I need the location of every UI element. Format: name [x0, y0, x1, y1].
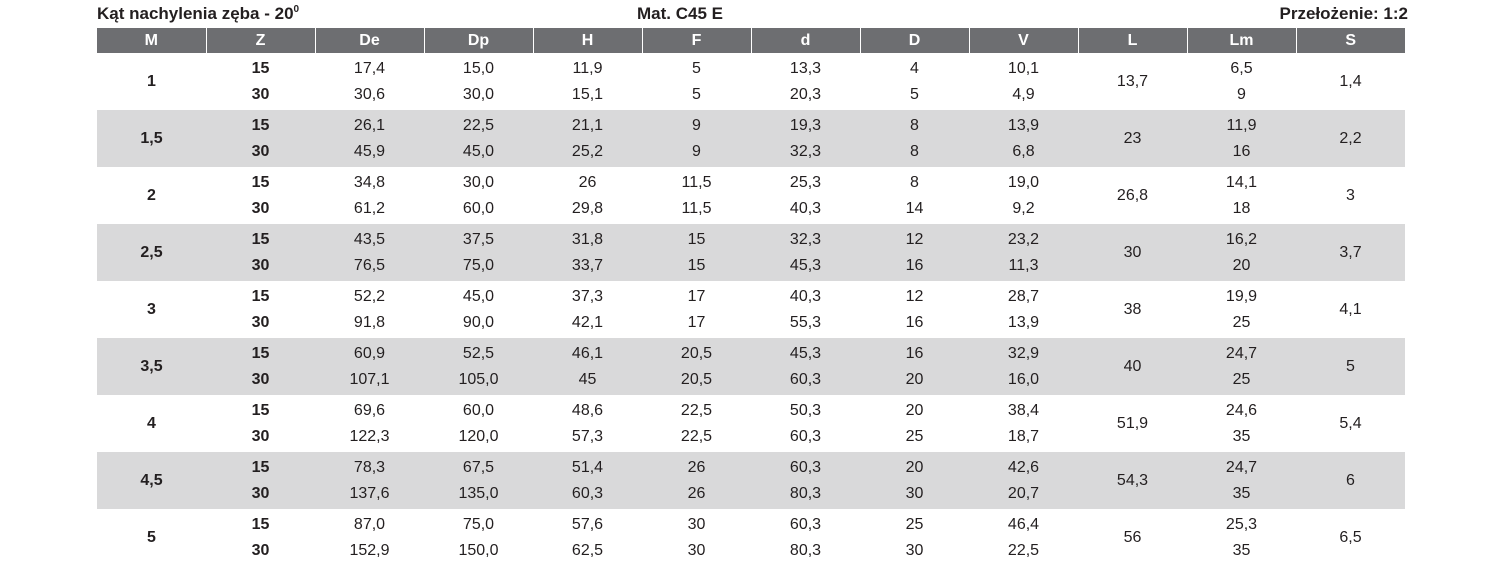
cell-h — [533, 53, 642, 110]
cell-value: 60,3 — [571, 484, 604, 502]
cell-value: 22,5 — [462, 116, 495, 134]
cell-value: 16 — [905, 256, 924, 274]
cell-d — [860, 224, 969, 281]
table-header-row — [97, 28, 1405, 53]
cell-h — [533, 281, 642, 338]
cell-m: 3,5 — [97, 338, 206, 395]
cell-value: 69,6 — [353, 401, 386, 419]
cell-de — [315, 167, 424, 224]
cell-value: 30 — [251, 199, 270, 217]
cell-value: 16 — [1232, 142, 1251, 160]
cell-value: 12 — [905, 287, 924, 305]
cell-h — [533, 110, 642, 167]
cell-h — [533, 452, 642, 509]
cell-d — [860, 452, 969, 509]
cell-z — [206, 452, 315, 509]
cell-value: 24,7 — [1225, 344, 1258, 362]
cell-v — [969, 395, 1078, 452]
cell-d — [860, 53, 969, 110]
cell-z — [206, 110, 315, 167]
cell-l: 51,9 — [1116, 414, 1149, 432]
cell-de — [315, 509, 424, 566]
cell-dp — [424, 281, 533, 338]
cell-f — [642, 110, 751, 167]
cell-value: 15 — [687, 230, 706, 248]
column-header-de: De — [315, 28, 424, 53]
table-row — [97, 224, 1405, 281]
cell-d — [751, 338, 860, 395]
column-header-lm: Lm — [1187, 28, 1296, 53]
cell-value: 26 — [687, 458, 706, 476]
cell-d — [860, 110, 969, 167]
cell-value: 19,0 — [1007, 173, 1040, 191]
cell-value: 57,3 — [571, 427, 604, 445]
column-header-l: L — [1078, 28, 1187, 53]
cell-value: 75,0 — [462, 256, 495, 274]
cell-value: 152,9 — [349, 541, 390, 559]
cell-value: 45,3 — [789, 344, 822, 362]
cell-value: 15 — [251, 287, 270, 305]
cell-dp — [424, 395, 533, 452]
cell-value: 6,8 — [1012, 142, 1035, 160]
cell-m: 4,5 — [97, 452, 206, 509]
cell-v — [969, 53, 1078, 110]
cell-s: 4,1 — [1339, 300, 1362, 318]
cell-de — [315, 395, 424, 452]
cell-value: 150,0 — [458, 541, 499, 559]
cell-value: 60,9 — [353, 344, 386, 362]
cell-value: 13,9 — [1007, 313, 1040, 331]
material-label: Mat. C45 E — [637, 4, 723, 23]
cell-value: 80,3 — [789, 541, 822, 559]
cell-lm — [1187, 224, 1296, 281]
cell-value: 30 — [251, 85, 270, 103]
cell-value: 32,9 — [1007, 344, 1040, 362]
cell-value: 4 — [910, 59, 919, 77]
table-row — [97, 395, 1405, 452]
cell-d — [751, 395, 860, 452]
cell-value: 25,3 — [789, 173, 822, 191]
cell-value: 30 — [905, 541, 924, 559]
cell-d — [751, 53, 860, 110]
cell-l: 30 — [1078, 224, 1187, 281]
cell-value: 9 — [1237, 85, 1246, 103]
cell-d — [860, 167, 969, 224]
cell-value: 91,8 — [353, 313, 386, 331]
cell-value: 15 — [251, 116, 270, 134]
cell-value: 60,0 — [462, 401, 495, 419]
cell-v — [969, 452, 1078, 509]
cell-de — [315, 53, 424, 110]
cell-value: 18,7 — [1007, 427, 1040, 445]
cell-f — [642, 167, 751, 224]
cell-value: 35 — [1232, 541, 1251, 559]
cell-value: 9,2 — [1012, 199, 1035, 217]
cell-value: 52,5 — [462, 344, 495, 362]
cell-d — [751, 452, 860, 509]
cell-d — [751, 167, 860, 224]
cell-d — [860, 509, 969, 566]
cell-value: 16 — [905, 313, 924, 331]
cell-de — [315, 452, 424, 509]
cell-value: 8 — [910, 173, 919, 191]
cell-value: 45,3 — [789, 256, 822, 274]
column-header-z: Z — [206, 28, 315, 53]
cell-value: 30,0 — [462, 85, 495, 103]
cell-value: 90,0 — [462, 313, 495, 331]
cell-de — [315, 224, 424, 281]
table-row — [97, 281, 1405, 338]
cell-value: 25,3 — [1225, 515, 1258, 533]
cell-value: 11,5 — [681, 173, 712, 191]
cell-value: 8 — [910, 116, 919, 134]
cell-value: 24,6 — [1225, 401, 1258, 419]
table-row — [97, 110, 1405, 167]
cell-value: 52,2 — [353, 287, 386, 305]
cell-v — [969, 338, 1078, 395]
cell-value: 30 — [687, 515, 706, 533]
cell-value: 30 — [905, 484, 924, 502]
cell-s: 5 — [1296, 338, 1405, 395]
cell-value: 15 — [251, 458, 270, 476]
cell-value: 30 — [251, 313, 270, 331]
table-row — [97, 167, 1405, 224]
cell-z — [206, 167, 315, 224]
cell-z — [206, 53, 315, 110]
cell-value: 20 — [905, 458, 924, 476]
table-row — [97, 452, 1405, 509]
cell-value: 15 — [251, 515, 270, 533]
cell-value: 17 — [687, 287, 706, 305]
cell-s: 1,4 — [1339, 72, 1362, 90]
cell-value: 45,0 — [462, 142, 495, 160]
cell-value: 20 — [1232, 256, 1251, 274]
cell-v — [969, 110, 1078, 167]
cell-f — [642, 338, 751, 395]
cell-value: 30 — [251, 256, 270, 274]
cell-dp — [424, 338, 533, 395]
cell-f — [642, 452, 751, 509]
cell-value: 5 — [910, 85, 919, 103]
cell-value: 75,0 — [462, 515, 495, 533]
cell-value: 11,5 — [681, 199, 712, 217]
cell-h — [533, 395, 642, 452]
cell-lm — [1187, 281, 1296, 338]
cell-value: 20 — [905, 401, 924, 419]
cell-lm — [1187, 395, 1296, 452]
cell-value: 45,0 — [462, 287, 495, 305]
column-header-f: F — [642, 28, 751, 53]
cell-value: 16,0 — [1007, 370, 1040, 388]
cell-value: 6,5 — [1230, 59, 1253, 77]
cell-value: 33,7 — [571, 256, 604, 274]
cell-value: 30 — [251, 427, 270, 445]
cell-value: 30,0 — [462, 173, 495, 191]
cell-value: 16 — [905, 344, 924, 362]
cell-value: 30,6 — [353, 85, 386, 103]
column-header-s: S — [1296, 28, 1405, 53]
cell-value: 30 — [251, 142, 270, 160]
cell-value: 17 — [687, 313, 706, 331]
cell-value: 8 — [910, 142, 919, 160]
cell-m: 1 — [147, 72, 156, 90]
cell-value: 45 — [578, 370, 597, 388]
cell-d — [751, 509, 860, 566]
cell-value: 35 — [1232, 484, 1251, 502]
cell-value: 30 — [251, 370, 270, 388]
cell-value: 14,1 — [1225, 173, 1258, 191]
cell-l: 54,3 — [1078, 452, 1187, 509]
cell-z — [206, 509, 315, 566]
cell-value: 60,3 — [789, 515, 822, 533]
cell-value: 78,3 — [353, 458, 386, 476]
cell-value: 25 — [1232, 370, 1251, 388]
cell-dp — [424, 167, 533, 224]
cell-lm — [1187, 509, 1296, 566]
cell-l: 13,7 — [1116, 72, 1149, 90]
angle-superscript: 0 — [293, 4, 300, 15]
cell-value: 13,3 — [789, 59, 822, 77]
cell-d — [751, 224, 860, 281]
cell-l: 26,8 — [1116, 186, 1149, 204]
cell-value: 15,1 — [571, 85, 604, 103]
cell-value: 15 — [687, 256, 706, 274]
cell-value: 50,3 — [789, 401, 822, 419]
cell-value: 46,4 — [1007, 515, 1040, 533]
cell-value: 22,5 — [680, 427, 713, 445]
cell-value: 15 — [251, 230, 270, 248]
cell-lm — [1187, 53, 1296, 110]
cell-v — [969, 167, 1078, 224]
cell-value: 19,3 — [789, 116, 822, 134]
cell-d — [860, 338, 969, 395]
cell-value: 55,3 — [789, 313, 822, 331]
cell-value: 137,6 — [349, 484, 390, 502]
cell-value: 26 — [687, 484, 706, 502]
cell-m: 2 — [147, 186, 156, 204]
cell-value: 45,9 — [353, 142, 386, 160]
cell-d — [751, 110, 860, 167]
column-header-h: H — [533, 28, 642, 53]
cell-value: 35 — [1232, 427, 1251, 445]
cell-value: 22,5 — [680, 401, 713, 419]
cell-d — [751, 281, 860, 338]
cell-value: 60,3 — [789, 370, 822, 388]
cell-z — [206, 338, 315, 395]
column-header-d: d — [751, 28, 860, 53]
cell-value: 30 — [687, 541, 706, 559]
cell-de — [315, 338, 424, 395]
cell-value: 43,5 — [353, 230, 386, 248]
cell-h — [533, 509, 642, 566]
cell-s: 5,4 — [1339, 414, 1362, 432]
cell-value: 11,3 — [1008, 256, 1039, 274]
cell-value: 26,1 — [353, 116, 386, 134]
cell-value: 15 — [251, 59, 270, 77]
cell-value: 80,3 — [789, 484, 822, 502]
cell-m: 5 — [147, 528, 156, 546]
cell-value: 19,9 — [1225, 287, 1258, 305]
cell-value: 4,9 — [1012, 85, 1035, 103]
column-header-dp: Dp — [424, 28, 533, 53]
cell-value: 87,0 — [353, 515, 386, 533]
cell-f — [642, 395, 751, 452]
cell-l: 40 — [1078, 338, 1187, 395]
cell-value: 17,4 — [353, 59, 386, 77]
cell-value: 62,5 — [571, 541, 604, 559]
cell-value: 76,5 — [353, 256, 386, 274]
cell-dp — [424, 224, 533, 281]
cell-m: 2,5 — [97, 224, 206, 281]
cell-value: 25 — [905, 515, 924, 533]
cell-f — [642, 509, 751, 566]
cell-f — [642, 53, 751, 110]
table-row — [97, 53, 1405, 110]
cell-lm — [1187, 167, 1296, 224]
cell-value: 57,6 — [571, 515, 604, 533]
cell-value: 9 — [692, 142, 701, 160]
cell-value: 37,5 — [462, 230, 495, 248]
cell-lm — [1187, 338, 1296, 395]
cell-value: 30 — [251, 484, 270, 502]
cell-l: 56 — [1123, 528, 1142, 546]
cell-value: 40,3 — [789, 199, 822, 217]
cell-value: 122,3 — [349, 427, 390, 445]
cell-value: 25 — [905, 427, 924, 445]
cell-value: 105,0 — [458, 370, 499, 388]
cell-value: 67,5 — [462, 458, 495, 476]
cell-value: 40,3 — [789, 287, 822, 305]
cell-value: 20,5 — [680, 370, 713, 388]
cell-value: 12 — [905, 230, 924, 248]
cell-m: 1,5 — [97, 110, 206, 167]
column-header-v: V — [969, 28, 1078, 53]
cell-f — [642, 281, 751, 338]
cell-dp — [424, 452, 533, 509]
cell-value: 10,1 — [1007, 59, 1040, 77]
cell-value: 120,0 — [458, 427, 499, 445]
cell-value: 15 — [251, 401, 270, 419]
cell-value: 135,0 — [458, 484, 499, 502]
cell-value: 34,8 — [353, 173, 386, 191]
cell-value: 15 — [251, 344, 270, 362]
cell-value: 24,7 — [1225, 458, 1258, 476]
cell-m: 4 — [147, 414, 156, 432]
cell-value: 51,4 — [571, 458, 604, 476]
cell-v — [969, 509, 1078, 566]
cell-value: 5 — [692, 59, 701, 77]
cell-z — [206, 395, 315, 452]
cell-z — [206, 281, 315, 338]
cell-d — [860, 395, 969, 452]
cell-m: 3 — [147, 300, 156, 318]
cell-value: 31,8 — [571, 230, 604, 248]
cell-value: 23,2 — [1007, 230, 1040, 248]
cell-value: 107,1 — [349, 370, 390, 388]
cell-dp — [424, 509, 533, 566]
cell-value: 32,3 — [789, 142, 822, 160]
cell-d — [860, 281, 969, 338]
table-row — [97, 338, 1405, 395]
cell-value: 25 — [1232, 313, 1251, 331]
cell-value: 14 — [905, 199, 924, 217]
cell-value: 11,9 — [572, 59, 603, 77]
cell-lm — [1187, 110, 1296, 167]
cell-value: 20,5 — [680, 344, 713, 362]
cell-s: 6 — [1296, 452, 1405, 509]
gear-spec-table — [97, 28, 1405, 566]
column-header-d: D — [860, 28, 969, 53]
cell-value: 15 — [251, 173, 270, 191]
cell-value: 13,9 — [1007, 116, 1040, 134]
column-header-m: M — [97, 28, 206, 53]
cell-value: 16,2 — [1225, 230, 1258, 248]
cell-value: 60,0 — [462, 199, 495, 217]
cell-value: 5 — [692, 85, 701, 103]
angle-label: Kąt nachylenia zęba - $20^0$ — [97, 4, 300, 23]
cell-value: 42,6 — [1007, 458, 1040, 476]
cell-z — [206, 224, 315, 281]
cell-value: 60,3 — [789, 427, 822, 445]
cell-value: 28,7 — [1007, 287, 1040, 305]
cell-v — [969, 224, 1078, 281]
cell-value: 22,5 — [1007, 541, 1040, 559]
cell-value: 9 — [692, 116, 701, 134]
cell-value: 48,6 — [571, 401, 604, 419]
cell-value: 61,2 — [353, 199, 386, 217]
table-body — [97, 53, 1405, 566]
cell-dp — [424, 53, 533, 110]
cell-h — [533, 224, 642, 281]
cell-value: 18 — [1232, 199, 1251, 217]
cell-value: 46,1 — [571, 344, 604, 362]
cell-value: 20 — [905, 370, 924, 388]
cell-value: 20,7 — [1007, 484, 1040, 502]
cell-value: 25,2 — [571, 142, 604, 160]
cell-v — [969, 281, 1078, 338]
cell-de — [315, 110, 424, 167]
cell-value: 32,3 — [789, 230, 822, 248]
ratio-label: Przełożenie: 1:2 — [1279, 4, 1408, 23]
cell-value: 21,1 — [571, 116, 604, 134]
table-row — [97, 509, 1405, 566]
cell-value: 20,3 — [789, 85, 822, 103]
cell-s: 3,7 — [1296, 224, 1405, 281]
cell-value: 15,0 — [462, 59, 495, 77]
cell-s: 3 — [1346, 186, 1355, 204]
cell-f — [642, 224, 751, 281]
cell-h — [533, 167, 642, 224]
cell-s: 6,5 — [1339, 528, 1362, 546]
cell-value: 11,9 — [1226, 116, 1257, 134]
cell-value: 42,1 — [571, 313, 604, 331]
cell-de — [315, 281, 424, 338]
cell-value: 37,3 — [571, 287, 604, 305]
cell-value: 38,4 — [1007, 401, 1040, 419]
cell-value: 26 — [578, 173, 597, 191]
top-bar — [0, 2, 1501, 26]
cell-s: 2,2 — [1296, 110, 1405, 167]
cell-lm — [1187, 452, 1296, 509]
cell-h — [533, 338, 642, 395]
cell-value: 60,3 — [789, 458, 822, 476]
cell-value: 29,8 — [571, 199, 604, 217]
cell-value: 30 — [251, 541, 270, 559]
cell-l: 23 — [1078, 110, 1187, 167]
cell-dp — [424, 110, 533, 167]
cell-l: 38 — [1123, 300, 1142, 318]
